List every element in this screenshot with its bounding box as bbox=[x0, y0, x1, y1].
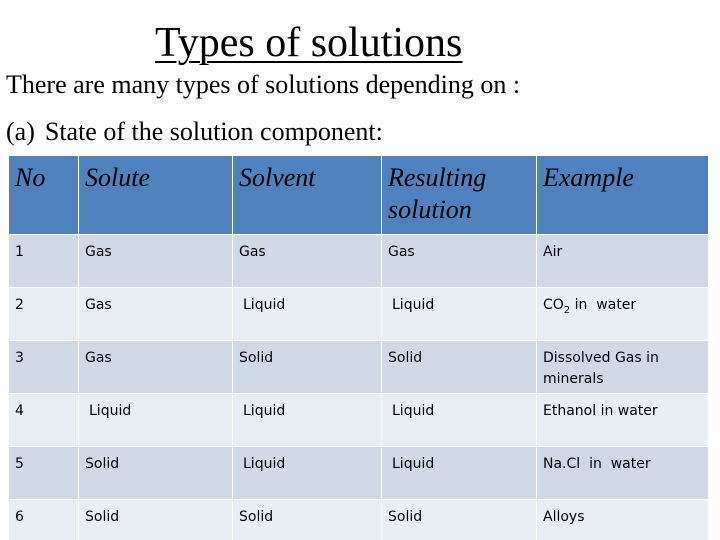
cell-example: Alloys bbox=[537, 500, 709, 540]
cell-solvent: Gas bbox=[233, 235, 382, 288]
cell-solute bbox=[79, 394, 233, 447]
subheading-label: (a) bbox=[6, 117, 35, 146]
cell-resulting-text: Liquid bbox=[392, 403, 435, 419]
cell-example: Dissolved Gas in minerals bbox=[537, 341, 709, 394]
cell-solute: Gas bbox=[79, 235, 233, 288]
cell-example-text: Na.Cl in water bbox=[543, 456, 651, 472]
cell-solute: Solid bbox=[79, 447, 233, 500]
header-no: No bbox=[9, 156, 79, 235]
example-formula: CO bbox=[543, 297, 564, 313]
header-solute: Solute bbox=[79, 156, 233, 235]
cell-no: 2 bbox=[9, 288, 79, 341]
cell-resulting bbox=[382, 394, 537, 447]
cell-solute-text: Liquid bbox=[89, 403, 132, 419]
cell-resulting bbox=[382, 288, 537, 341]
cell-solvent-text: Liquid bbox=[243, 297, 286, 313]
cell-resulting bbox=[382, 447, 537, 500]
cell-solvent bbox=[233, 288, 382, 341]
cell-no: 4 bbox=[9, 394, 79, 447]
cell-solvent: Solid bbox=[233, 500, 382, 540]
cell-no: 5 bbox=[9, 447, 79, 500]
cell-solvent-text: Liquid bbox=[243, 456, 286, 472]
cell-solvent bbox=[233, 394, 382, 447]
subheading-text: State of the solution component: bbox=[44, 117, 383, 146]
cell-no: 1 bbox=[9, 235, 79, 288]
cell-solvent-text: Liquid bbox=[243, 403, 286, 419]
example-suffix: in water bbox=[570, 297, 637, 313]
table-row bbox=[9, 394, 709, 447]
cell-solvent bbox=[233, 447, 382, 500]
intro-text: There are many types of solutions depending on : bbox=[6, 70, 521, 99]
table-row bbox=[9, 500, 709, 540]
header-resulting-solution: Resulting solution bbox=[382, 156, 537, 235]
header-solvent: Solvent bbox=[233, 156, 382, 235]
cell-resulting: Gas bbox=[382, 235, 537, 288]
cell-example: Ethanol in water bbox=[537, 394, 709, 447]
cell-no: 6 bbox=[9, 500, 79, 540]
cell-solvent: Solid bbox=[233, 341, 382, 394]
cell-resulting-text: Liquid bbox=[392, 297, 435, 313]
cell-example bbox=[537, 288, 709, 341]
cell-example: Air bbox=[537, 235, 709, 288]
table-header-row bbox=[9, 156, 709, 235]
subheading bbox=[6, 115, 383, 149]
cell-solute: Solid bbox=[79, 500, 233, 540]
table-row bbox=[9, 341, 709, 394]
cell-solute: Gas bbox=[79, 288, 233, 341]
table-row bbox=[9, 288, 709, 341]
solutions-table bbox=[8, 155, 709, 540]
header-example: Example bbox=[537, 156, 709, 235]
cell-solute: Gas bbox=[79, 341, 233, 394]
cell-resulting: Solid bbox=[382, 341, 537, 394]
cell-example bbox=[537, 447, 709, 500]
table-row bbox=[9, 235, 709, 288]
page-title: Types of solutions bbox=[155, 20, 463, 66]
table-row bbox=[9, 447, 709, 500]
cell-resulting: Solid bbox=[382, 500, 537, 540]
example-subscript: 2 bbox=[563, 304, 571, 316]
cell-resulting-text: Liquid bbox=[392, 456, 435, 472]
cell-no: 3 bbox=[9, 341, 79, 394]
